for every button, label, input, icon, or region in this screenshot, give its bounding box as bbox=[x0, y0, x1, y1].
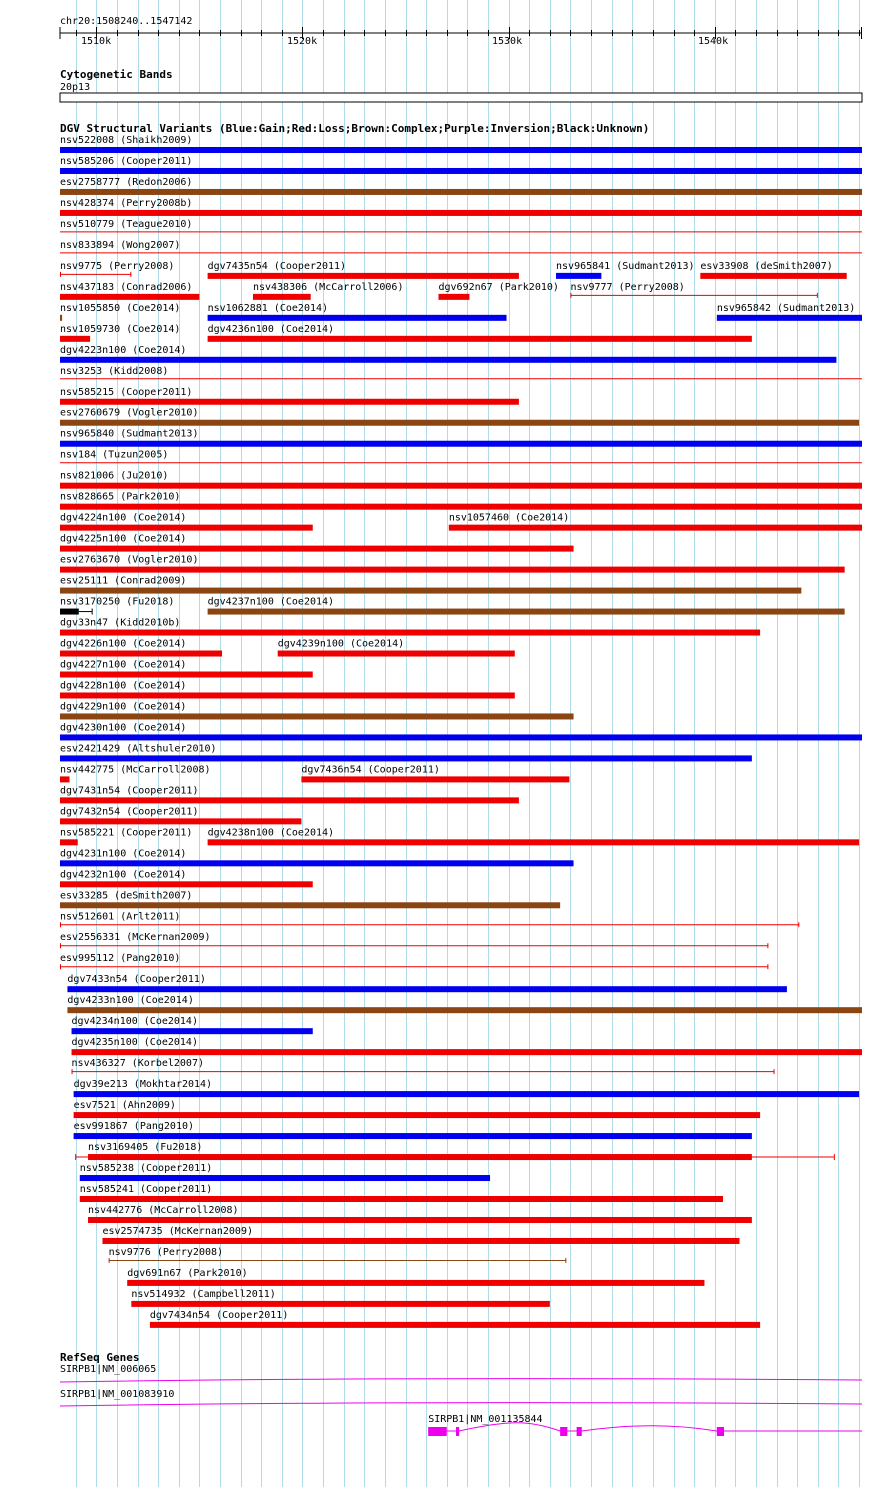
variant-bar[interactable] bbox=[60, 630, 760, 636]
variant-label[interactable]: nsv512601 (Arlt2011) bbox=[60, 911, 181, 923]
variant-label[interactable]: nsv3169405 (Fu2018) bbox=[88, 1142, 203, 1154]
variant-label[interactable]: nsv585238 (Cooper2011) bbox=[79, 1163, 213, 1175]
variant-label[interactable]: esv995112 (Pang2010) bbox=[60, 953, 181, 965]
variant-label[interactable]: nsv442775 (McCarroll2008) bbox=[60, 764, 211, 776]
variant-label[interactable]: dgv692n67 (Park2010) bbox=[438, 281, 559, 293]
variant-bar[interactable] bbox=[60, 902, 560, 908]
variant-label[interactable]: esv2760679 (Vogler2010) bbox=[60, 407, 199, 419]
variant-label[interactable]: nsv821006 (Ju2010) bbox=[60, 470, 169, 482]
variant-bar[interactable] bbox=[253, 294, 311, 300]
variant-bar[interactable] bbox=[60, 189, 862, 195]
variant-label[interactable]: dgv4238n100 (Coe2014) bbox=[207, 827, 335, 839]
cytoband-track-title: Cytogenetic Bands bbox=[60, 68, 173, 81]
variant-label[interactable]: nsv585215 (Cooper2011) bbox=[60, 386, 193, 398]
variant-label[interactable]: nsv965841 (Sudmant2013) bbox=[556, 260, 695, 272]
variant-bar[interactable] bbox=[131, 1301, 550, 1307]
variant-label[interactable]: nsv585241 (Cooper2011) bbox=[79, 1184, 213, 1195]
coordinate-label: chr20:1508240..1547142 bbox=[60, 16, 193, 27]
variant-bar[interactable] bbox=[60, 776, 69, 782]
variant-label[interactable]: nsv9777 (Perry2008) bbox=[570, 281, 685, 293]
ruler-label-1540k: 1540k bbox=[698, 36, 729, 47]
variant-bar[interactable] bbox=[208, 273, 519, 279]
variant-label[interactable]: esv7521 (Ahn2009) bbox=[73, 1100, 176, 1112]
variant-bar[interactable] bbox=[127, 1280, 704, 1286]
variant-bar[interactable] bbox=[60, 147, 862, 153]
variant-bar[interactable] bbox=[150, 1322, 760, 1328]
variant-bar[interactable] bbox=[60, 567, 845, 573]
variant-label[interactable]: dgv7432n54 (Cooper2011) bbox=[60, 806, 199, 818]
variant-bar[interactable] bbox=[72, 1028, 313, 1034]
transcript-label[interactable]: SIRPB1|NM_006065 bbox=[60, 1364, 157, 1375]
variant-bar[interactable] bbox=[67, 986, 786, 992]
variant-bar[interactable] bbox=[60, 755, 752, 761]
variant-label[interactable]: dgv4226n100 (Coe2014) bbox=[60, 638, 187, 650]
variant-bar[interactable] bbox=[208, 336, 752, 342]
variant-bar[interactable] bbox=[60, 483, 862, 489]
variant-label[interactable]: nsv585206 (Cooper2011) bbox=[60, 155, 193, 167]
transcript-label[interactable]: SIRPB1|NM_001135844 bbox=[428, 1414, 543, 1425]
variant-label[interactable]: nsv1059730 (Coe2014) bbox=[60, 323, 181, 335]
cytoband-bar[interactable] bbox=[60, 93, 862, 102]
variant-label[interactable]: nsv437183 (Conrad2006) bbox=[60, 281, 193, 293]
variant-bar[interactable] bbox=[60, 609, 79, 615]
variant-bar[interactable] bbox=[208, 609, 845, 615]
variant-label[interactable]: dgv4229n100 (Coe2014) bbox=[60, 701, 187, 713]
refseq-track-title: RefSeq Genes bbox=[60, 1351, 140, 1364]
variant-label[interactable]: nsv9776 (Perry2008) bbox=[108, 1246, 224, 1258]
variant-bar[interactable] bbox=[80, 1175, 490, 1181]
variant-label[interactable]: dgv4237n100 (Coe2014) bbox=[207, 596, 335, 608]
variant-label[interactable]: dgv4234n100 (Coe2014) bbox=[71, 1016, 198, 1028]
cytoband-label: 20p13 bbox=[60, 82, 91, 93]
variant-bar[interactable] bbox=[60, 713, 574, 719]
exon[interactable] bbox=[456, 1427, 459, 1436]
variant-bar[interactable] bbox=[60, 818, 301, 824]
variant-bar[interactable] bbox=[60, 525, 313, 531]
variant-label[interactable]: dgv4224n100 (Coe2014) bbox=[60, 512, 187, 524]
variant-bar[interactable] bbox=[439, 294, 470, 300]
variant-bar[interactable] bbox=[60, 860, 574, 866]
variant-label[interactable]: nsv428374 (Perry2008b) bbox=[60, 197, 193, 209]
variant-bar[interactable] bbox=[301, 776, 569, 782]
variant-bar[interactable] bbox=[60, 672, 313, 678]
variant-label[interactable]: dgv7436n54 (Cooper2011) bbox=[301, 764, 440, 776]
variant-label[interactable]: nsv1055850 (Coe2014) bbox=[60, 302, 181, 314]
variant-label[interactable]: dgv4223n100 (Coe2014) bbox=[60, 344, 187, 356]
variant-bar[interactable] bbox=[556, 273, 601, 279]
variant-label[interactable]: nsv965842 (Sudmant2013) bbox=[716, 302, 856, 314]
transcript-intron[interactable] bbox=[60, 1403, 862, 1406]
variant-label[interactable]: esv33285 (deSmith2007) bbox=[60, 890, 193, 902]
variant-bar[interactable] bbox=[208, 839, 859, 845]
variant-bar[interactable] bbox=[60, 734, 862, 740]
variant-label[interactable]: esv2763670 (Vogler2010) bbox=[60, 554, 199, 566]
variant-bar[interactable] bbox=[80, 1196, 723, 1202]
variant-label[interactable]: nsv9775 (Perry2008) bbox=[60, 260, 175, 272]
variant-label[interactable]: dgv7434n54 (Cooper2011) bbox=[149, 1309, 289, 1321]
variant-label[interactable]: dgv4233n100 (Coe2014) bbox=[67, 995, 194, 1007]
exon[interactable] bbox=[717, 1427, 724, 1436]
variant-label[interactable]: nsv184 (Tuzun2005) bbox=[60, 449, 169, 461]
variant-label[interactable]: nsv436327 (Korbel2007) bbox=[71, 1058, 204, 1070]
variant-bar[interactable] bbox=[60, 504, 862, 510]
variant-label[interactable]: dgv4231n100 (Coe2014) bbox=[60, 848, 187, 860]
variant-bar[interactable] bbox=[60, 294, 199, 300]
variant-label[interactable]: dgv33n47 (Kidd2010b) bbox=[60, 617, 181, 629]
variant-bar[interactable] bbox=[60, 546, 574, 552]
variant-label[interactable]: esv2758777 (Redon2006) bbox=[60, 176, 193, 188]
variant-label[interactable]: dgv691n67 (Park2010) bbox=[127, 1267, 248, 1279]
variant-bar[interactable] bbox=[449, 525, 862, 531]
variant-bar[interactable] bbox=[278, 651, 515, 657]
variant-label[interactable]: nsv442776 (McCarroll2008) bbox=[88, 1204, 239, 1216]
variant-label[interactable]: dgv7431n54 (Cooper2011) bbox=[60, 785, 199, 797]
variant-label[interactable]: nsv514932 (Campbell2011) bbox=[131, 1288, 276, 1300]
variant-label[interactable]: nsv3253 (Kidd2008) bbox=[60, 365, 169, 377]
variant-bar[interactable] bbox=[102, 1238, 739, 1244]
variant-bar[interactable] bbox=[700, 273, 846, 279]
variant-bar[interactable] bbox=[60, 357, 836, 363]
variant-label[interactable]: nsv828665 (Park2010) bbox=[60, 491, 181, 503]
variant-label[interactable]: dgv4230n100 (Coe2014) bbox=[60, 722, 187, 734]
variant-label[interactable]: dgv39e213 (Mokhtar2014) bbox=[73, 1079, 213, 1091]
variant-bar[interactable] bbox=[60, 588, 801, 594]
exon[interactable] bbox=[577, 1427, 582, 1436]
variant-label[interactable]: dgv4235n100 (Coe2014) bbox=[71, 1037, 198, 1049]
dgv-features bbox=[60, 135, 862, 1328]
variant-label[interactable]: esv991867 (Pang2010) bbox=[73, 1121, 195, 1133]
variant-label[interactable]: nsv3170250 (Fu2018) bbox=[60, 596, 175, 608]
variant-bar[interactable] bbox=[60, 839, 78, 845]
variant-bar[interactable] bbox=[88, 1217, 752, 1223]
variant-bar[interactable] bbox=[717, 315, 862, 321]
variant-bar[interactable] bbox=[74, 1091, 859, 1097]
variant-label[interactable]: nsv965840 (Sudmant2013) bbox=[60, 428, 199, 440]
variant-label[interactable]: esv2421429 (Altshuler2010) bbox=[60, 743, 217, 755]
exon[interactable] bbox=[428, 1427, 447, 1436]
refseq-features bbox=[60, 1364, 862, 1436]
variant-bar[interactable] bbox=[60, 881, 313, 887]
ruler-label-1510k: 1510k bbox=[81, 36, 112, 47]
variant-label[interactable]: dgv4236n100 (Coe2014) bbox=[207, 323, 335, 335]
variant-label[interactable]: esv33908 (deSmith2007) bbox=[700, 260, 833, 272]
variant-bar[interactable] bbox=[72, 1049, 862, 1055]
ruler-label-1530k: 1530k bbox=[492, 36, 523, 47]
variant-label[interactable]: dgv7435n54 (Cooper2011) bbox=[207, 260, 347, 272]
variant-label[interactable]: nsv833894 (Wong2007) bbox=[60, 239, 181, 251]
variant-label[interactable]: dgv4227n100 (Coe2014) bbox=[60, 659, 187, 671]
variant-bar[interactable] bbox=[208, 315, 507, 321]
variant-bar[interactable] bbox=[60, 692, 515, 698]
variant-bar[interactable] bbox=[60, 651, 222, 657]
variant-label[interactable]: dgv7433n54 (Cooper2011) bbox=[67, 974, 206, 986]
variant-bar[interactable] bbox=[60, 420, 859, 426]
variant-label[interactable]: esv2574735 (McKernan2009) bbox=[102, 1225, 253, 1237]
ruler-label-1520k: 1520k bbox=[287, 36, 318, 47]
variant-label[interactable]: esv2556331 (McKernan2009) bbox=[60, 932, 211, 944]
variant-label[interactable]: dgv4225n100 (Coe2014) bbox=[60, 533, 187, 545]
variant-label[interactable]: nsv510779 (Teague2010) bbox=[60, 218, 193, 230]
dgv-track-title: DGV Structural Variants (Blue:Gain;Red:Loss;Brown:Complex;Purple:Inversion;Black:Unknown) bbox=[60, 122, 650, 135]
variant-bar[interactable] bbox=[74, 1133, 752, 1139]
transcript-label[interactable]: SIRPB1|NM_001083910 bbox=[60, 1389, 175, 1400]
variant-label[interactable]: nsv438306 (McCarroll2006) bbox=[252, 281, 404, 293]
variant-bar[interactable] bbox=[60, 399, 519, 405]
variant-bar[interactable] bbox=[60, 797, 519, 803]
variant-label[interactable]: nsv1062881 (Coe2014) bbox=[207, 302, 329, 314]
variant-bar[interactable] bbox=[60, 441, 862, 447]
variant-bar[interactable] bbox=[60, 315, 62, 321]
variant-label[interactable]: dgv4232n100 (Coe2014) bbox=[60, 869, 187, 881]
variant-label[interactable]: esv25111 (Conrad2009) bbox=[60, 575, 187, 587]
exon[interactable] bbox=[560, 1427, 567, 1436]
variant-label[interactable]: nsv522008 (Shaikh2009) bbox=[60, 135, 193, 146]
variant-bar[interactable] bbox=[60, 210, 862, 216]
variant-label[interactable]: dgv4228n100 (Coe2014) bbox=[60, 680, 187, 692]
variant-label[interactable]: nsv585221 (Cooper2011) bbox=[60, 827, 193, 839]
variant-bar[interactable] bbox=[67, 1007, 862, 1013]
variant-label[interactable]: nsv1057460 (Coe2014) bbox=[448, 512, 570, 524]
variant-label[interactable]: dgv4239n100 (Coe2014) bbox=[277, 638, 405, 650]
variant-bar[interactable] bbox=[74, 1112, 761, 1118]
variant-bar[interactable] bbox=[60, 336, 90, 342]
transcript-intron[interactable] bbox=[60, 1379, 862, 1382]
variant-bar[interactable] bbox=[60, 168, 862, 174]
